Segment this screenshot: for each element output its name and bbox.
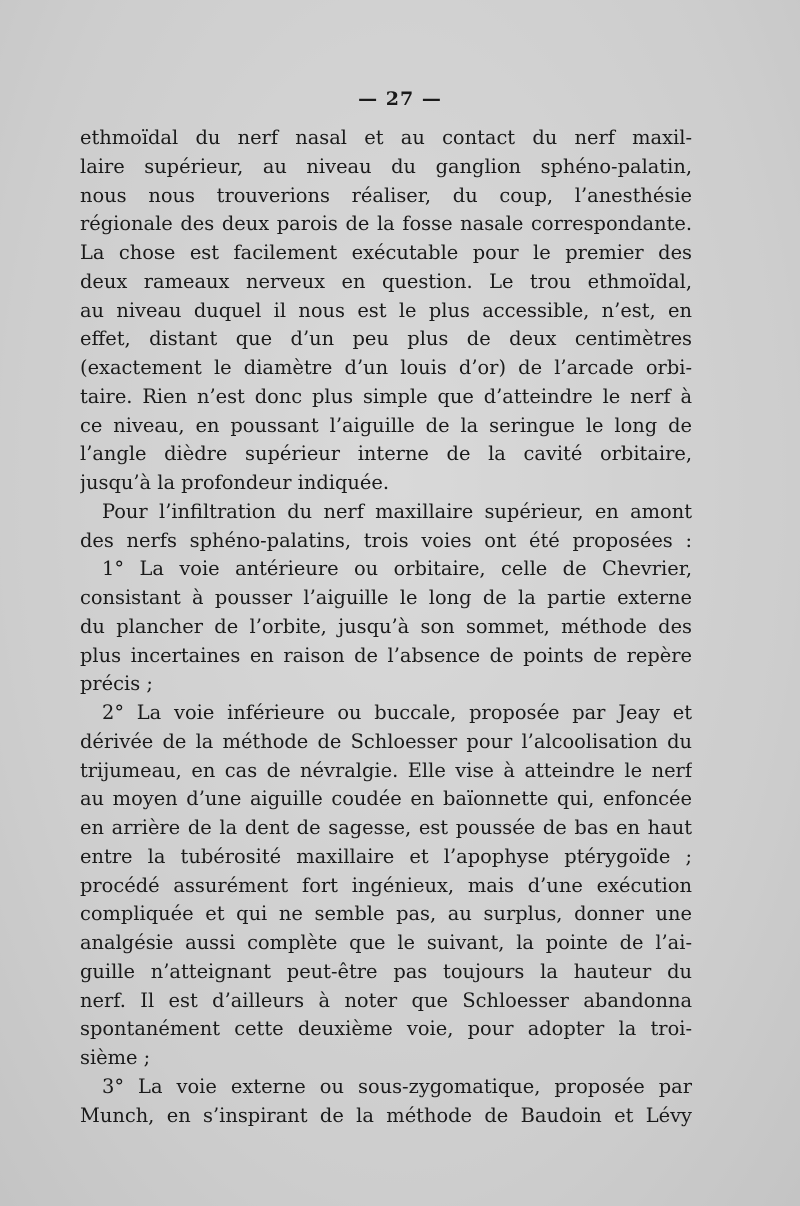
text-line: laire supérieur, au niveau du ganglion sphéno-palatin, xyxy=(80,154,692,178)
text-line: deux rameaux nerveux en question. Le trou ethmoïdal, xyxy=(80,269,692,293)
text-line: trijumeau, en cas de névralgie. Elle vise à atteindre le nerf xyxy=(80,758,692,782)
text-line: spontanément cette deuxième voie, pour adopter la troi- xyxy=(80,1017,692,1041)
text-line: sième ; xyxy=(80,1046,151,1069)
text-line: régionale des deux parois de la fosse nasale correspondante. xyxy=(80,212,692,236)
text-line: jusqu’à la profondeur indiquée. xyxy=(80,471,389,494)
text-line: ce niveau, en poussant l’aiguille de la seringue le long de xyxy=(80,413,692,437)
text-line: taire. Rien n’est donc plus simple que d’atteindre le nerf à xyxy=(80,384,692,408)
text-line: guille n’atteignant peut-être pas toujours la hauteur du xyxy=(80,959,692,983)
text-line: l’angle dièdre supérieur interne de la cavité orbitaire, xyxy=(80,442,692,466)
text-line: du plancher de l’orbite, jusqu’à son sommet, méthode des xyxy=(80,614,692,638)
text-line: La chose est facilement exécutable pour le premier des xyxy=(80,241,692,264)
body-text xyxy=(80,124,692,1130)
text-line: 1° La voie antérieure ou orbitaire, celle de Chevrier, xyxy=(102,557,692,581)
text-line: consistant à pousser l’aiguille le long de la partie externe xyxy=(80,586,692,609)
text-line: entre la tubérosité maxillaire et l’apophyse ptérygoïde ; xyxy=(80,844,692,868)
text-line: compliquée et qui ne semble pas, au surplus, donner une xyxy=(80,902,692,926)
page-number: — 27 — xyxy=(358,88,442,110)
text-line: analgésie aussi complète que le suivant, la pointe de l’ai- xyxy=(80,931,692,954)
text-line: procédé assurément fort ingénieux, mais d’une exécution xyxy=(80,873,692,897)
text-line: des nerfs sphéno-palatins, trois voies ont été proposées : xyxy=(80,528,692,552)
text-line: dérivée de la méthode de Schloesser pour l’alcoolisation du xyxy=(80,729,692,753)
text-line: en arrière de la dent de sagesse, est poussée de bas en haut xyxy=(80,816,692,839)
text-line: Pour l’infiltration du nerf maxillaire supérieur, en amont xyxy=(102,499,692,523)
text-line: 3° La voie externe ou sous-zygomatique, proposée par xyxy=(102,1074,692,1098)
text-line: plus incertaines en raison de l’absence de points de repère xyxy=(80,643,692,667)
text-line: ethmoïdal du nerf nasal et au contact du nerf maxil- xyxy=(80,126,692,149)
text-line: Munch, en s’inspirant de la méthode de Baudoin et Lévy xyxy=(80,1103,692,1127)
text-line: nous nous trouverions réaliser, du coup, l’anesthésie xyxy=(80,183,692,207)
text-line: effet, distant que d’un peu plus de deux centimètres xyxy=(80,327,692,351)
text-line: 2° La voie inférieure ou buccale, proposée par Jeay et xyxy=(102,701,692,724)
text-line: (exactement le diamètre d’un louis d’or) de l’arcade orbi- xyxy=(80,356,692,379)
text-line: nerf. Il est d’ailleurs à noter que Schloesser abandonna xyxy=(80,988,692,1012)
text-line: au moyen d’une aiguille coudée en baïonnette qui, enfoncée xyxy=(80,787,692,811)
text-line: précis ; xyxy=(80,672,153,696)
text-line: au niveau duquel il nous est le plus accessible, n’est, en xyxy=(80,298,692,322)
